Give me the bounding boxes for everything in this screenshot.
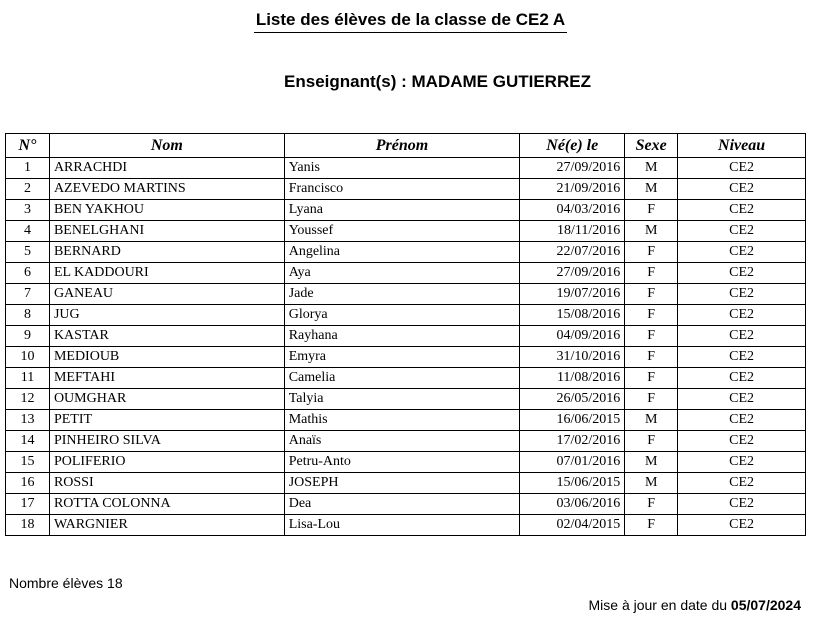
table-row [6, 494, 806, 515]
row-prenom: Emyra [284, 347, 520, 368]
row-sexe: M [625, 452, 678, 473]
row-prenom: Glorya [284, 305, 520, 326]
column-header-sexe: Sexe [625, 134, 678, 158]
row-prenom: Angelina [284, 242, 520, 263]
row-number: 6 [6, 263, 50, 284]
update-date: 05/07/2024 [730, 597, 801, 613]
update-label: Mise à jour en date du [588, 597, 728, 613]
row-prenom: Anaïs [284, 431, 520, 452]
row-niveau: CE2 [678, 221, 806, 242]
row-prenom: Dea [284, 494, 520, 515]
row-nom: JUG [49, 305, 284, 326]
row-prenom: Petru-Anto [284, 452, 520, 473]
row-number: 10 [6, 347, 50, 368]
table-row [6, 158, 806, 179]
row-sexe: F [625, 515, 678, 536]
row-sexe: F [625, 284, 678, 305]
row-prenom: Lyana [284, 200, 520, 221]
row-niveau: CE2 [678, 452, 806, 473]
row-number: 9 [6, 326, 50, 347]
row-nom: ROSSI [49, 473, 284, 494]
row-birthdate: 16/06/2015 [520, 410, 625, 431]
row-nom: BENELGHANI [49, 221, 284, 242]
row-niveau: CE2 [678, 200, 806, 221]
row-prenom: Jade [284, 284, 520, 305]
row-birthdate: 19/07/2016 [520, 284, 625, 305]
row-prenom: Talyia [284, 389, 520, 410]
row-birthdate: 04/09/2016 [520, 326, 625, 347]
row-birthdate: 31/10/2016 [520, 347, 625, 368]
row-birthdate: 26/05/2016 [520, 389, 625, 410]
row-sexe: F [625, 431, 678, 452]
table-row [6, 389, 806, 410]
row-niveau: CE2 [678, 389, 806, 410]
table-row [6, 221, 806, 242]
row-birthdate: 15/08/2016 [520, 305, 625, 326]
row-nom: POLIFERIO [49, 452, 284, 473]
row-nom: PINHEIRO SILVA [49, 431, 284, 452]
row-nom: GANEAU [49, 284, 284, 305]
row-sexe: F [625, 494, 678, 515]
row-prenom: Youssef [284, 221, 520, 242]
table-row [6, 305, 806, 326]
row-number: 2 [6, 179, 50, 200]
row-sexe: F [625, 242, 678, 263]
update-date-line [589, 597, 802, 613]
row-birthdate: 03/06/2016 [520, 494, 625, 515]
row-nom: ARRACHDI [49, 158, 284, 179]
row-nom: PETIT [49, 410, 284, 431]
row-niveau: CE2 [678, 305, 806, 326]
row-prenom: Yanis [284, 158, 520, 179]
row-number: 7 [6, 284, 50, 305]
row-sexe: F [625, 263, 678, 284]
row-nom: WARGNIER [49, 515, 284, 536]
row-birthdate: 02/04/2015 [520, 515, 625, 536]
row-nom: BEN YAKHOU [49, 200, 284, 221]
row-prenom: Lisa-Lou [284, 515, 520, 536]
row-birthdate: 17/02/2016 [520, 431, 625, 452]
row-prenom: Camelia [284, 368, 520, 389]
row-prenom: Mathis [284, 410, 520, 431]
row-sexe: F [625, 200, 678, 221]
table-row [6, 410, 806, 431]
row-number: 5 [6, 242, 50, 263]
row-niveau: CE2 [678, 410, 806, 431]
row-number: 18 [6, 515, 50, 536]
row-niveau: CE2 [678, 158, 806, 179]
row-number: 16 [6, 473, 50, 494]
row-nom: EL KADDOURI [49, 263, 284, 284]
row-prenom: Rayhana [284, 326, 520, 347]
row-birthdate: 21/09/2016 [520, 179, 625, 200]
row-number: 1 [6, 158, 50, 179]
row-number: 8 [6, 305, 50, 326]
row-nom: AZEVEDO MARTINS [49, 179, 284, 200]
row-sexe: F [625, 389, 678, 410]
row-niveau: CE2 [678, 263, 806, 284]
table-row [6, 179, 806, 200]
column-header-niveau: Niveau [678, 134, 806, 158]
row-sexe: F [625, 368, 678, 389]
row-sexe: M [625, 158, 678, 179]
row-number: 4 [6, 221, 50, 242]
row-niveau: CE2 [678, 473, 806, 494]
row-sexe: M [625, 473, 678, 494]
row-birthdate: 07/01/2016 [520, 452, 625, 473]
row-niveau: CE2 [678, 494, 806, 515]
row-sexe: F [625, 305, 678, 326]
teacher-heading: Enseignant(s) : MADAME GUTIERREZ [284, 72, 591, 91]
table-row [6, 347, 806, 368]
row-number: 13 [6, 410, 50, 431]
row-niveau: CE2 [678, 368, 806, 389]
page-title [0, 10, 821, 33]
row-sexe: M [625, 179, 678, 200]
table-header-row [6, 134, 806, 158]
column-header-nom: Nom [49, 134, 284, 158]
row-nom: MEDIOUB [49, 347, 284, 368]
row-niveau: CE2 [678, 242, 806, 263]
table-row [6, 200, 806, 221]
row-birthdate: 22/07/2016 [520, 242, 625, 263]
row-prenom: Francisco [284, 179, 520, 200]
row-nom: OUMGHAR [49, 389, 284, 410]
row-nom: KASTAR [49, 326, 284, 347]
column-header-num: N° [6, 134, 50, 158]
table-row [6, 431, 806, 452]
student-table [5, 133, 806, 536]
row-birthdate: 27/09/2016 [520, 263, 625, 284]
row-number: 17 [6, 494, 50, 515]
row-nom: ROTTA COLONNA [49, 494, 284, 515]
row-nom: BERNARD [49, 242, 284, 263]
row-niveau: CE2 [678, 515, 806, 536]
row-birthdate: 15/06/2015 [520, 473, 625, 494]
column-header-prenom: Prénom [284, 134, 520, 158]
row-number: 14 [6, 431, 50, 452]
row-nom: MEFTAHI [49, 368, 284, 389]
table-row [6, 515, 806, 536]
table-row [6, 284, 806, 305]
row-birthdate: 11/08/2016 [520, 368, 625, 389]
row-number: 15 [6, 452, 50, 473]
row-niveau: CE2 [678, 431, 806, 452]
row-sexe: M [625, 410, 678, 431]
table-row [6, 242, 806, 263]
student-table-body [6, 158, 806, 536]
table-row [6, 473, 806, 494]
table-row [6, 326, 806, 347]
row-number: 3 [6, 200, 50, 221]
row-sexe: F [625, 326, 678, 347]
row-birthdate: 18/11/2016 [520, 221, 625, 242]
row-niveau: CE2 [678, 179, 806, 200]
row-birthdate: 27/09/2016 [520, 158, 625, 179]
table-row [6, 368, 806, 389]
row-number: 12 [6, 389, 50, 410]
row-prenom: JOSEPH [284, 473, 520, 494]
row-niveau: CE2 [678, 284, 806, 305]
row-number: 11 [6, 368, 50, 389]
student-count: Nombre élèves 18 [9, 575, 123, 591]
page-title-text: Liste des élèves de la classe de CE2 A [254, 10, 567, 33]
table-row [6, 452, 806, 473]
row-sexe: F [625, 347, 678, 368]
row-birthdate: 04/03/2016 [520, 200, 625, 221]
row-niveau: CE2 [678, 326, 806, 347]
row-niveau: CE2 [678, 347, 806, 368]
row-prenom: Aya [284, 263, 520, 284]
table-row [6, 263, 806, 284]
row-sexe: M [625, 221, 678, 242]
column-header-birthdate: Né(e) le [520, 134, 625, 158]
